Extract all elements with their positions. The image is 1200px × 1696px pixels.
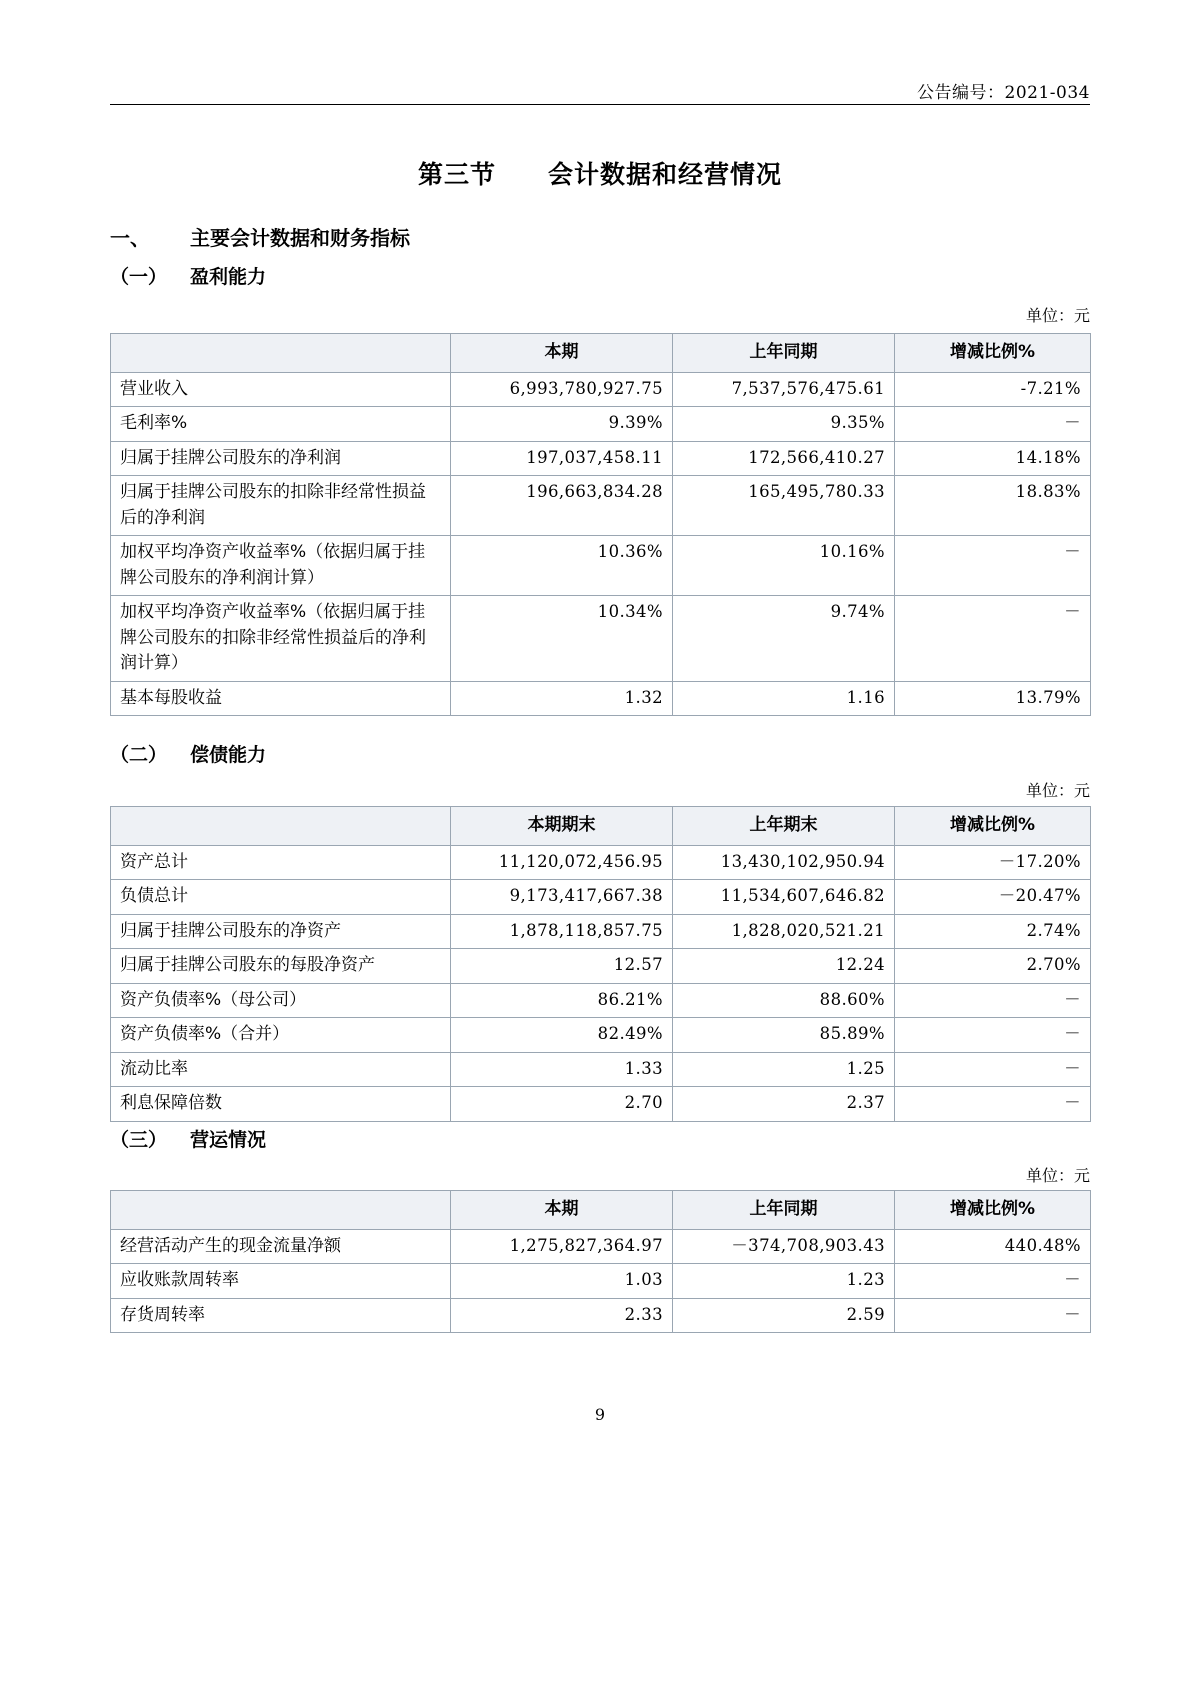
row-current: 6,993,780,927.75 [451,372,673,407]
row-current: 1,878,118,857.75 [451,914,673,949]
row-current: 82.49% [451,1018,673,1053]
row-change: －20.47% [895,880,1091,915]
row-label: 毛利率% [111,407,451,442]
table-header-row [111,334,1091,373]
row-current: 12.57 [451,949,673,984]
column-header-previous: 上年期末 [673,807,895,846]
table-row [111,1052,1091,1087]
section-1-number: 一、 [110,226,150,250]
row-label: 负债总计 [111,880,451,915]
row-previous: 2.37 [673,1087,895,1122]
row-label: 应收账款周转率 [111,1264,451,1299]
subsection-1-label: 盈利能力 [190,266,267,288]
row-label: 归属于挂牌公司股东的净资产 [111,914,451,949]
row-previous: 11,534,607,646.82 [673,880,895,915]
table-row [111,441,1091,476]
unit-note-1: 单位：元 [1025,306,1090,325]
row-current: 196,663,834.28 [451,476,673,536]
row-label: 流动比率 [111,1052,451,1087]
table-row [111,1298,1091,1333]
row-current: 9,173,417,667.38 [451,880,673,915]
row-label: 资产负债率%（合并） [111,1018,451,1053]
row-label: 资产负债率%（母公司） [111,983,451,1018]
row-change: － [895,536,1091,596]
unit-note-2: 单位：元 [1025,781,1090,800]
subsection-3-number: （三） [110,1129,168,1151]
row-change: 14.18% [895,441,1091,476]
unit-note-3: 单位：元 [1025,1166,1090,1185]
row-previous: 10.16% [673,536,895,596]
table-row [111,1264,1091,1299]
row-label: 归属于挂牌公司股东的净利润 [111,441,451,476]
subsection-heading-3 [110,1125,266,1152]
row-change: － [895,1298,1091,1333]
row-change: 2.74% [895,914,1091,949]
row-previous: 1,828,020,521.21 [673,914,895,949]
column-header-change: 增减比例% [895,334,1091,373]
row-label: 经营活动产生的现金流量净额 [111,1229,451,1264]
row-previous: 13,430,102,950.94 [673,845,895,880]
row-change: － [895,407,1091,442]
row-previous: 1.23 [673,1264,895,1299]
table-row [111,845,1091,880]
section-heading-1 [110,222,410,251]
row-change: -7.21% [895,372,1091,407]
row-label: 加权平均净资产收益率%（依据归属于挂牌公司股东的扣除非经常性损益后的净利润计算） [111,596,451,682]
row-current: 10.36% [451,536,673,596]
row-current: 10.34% [451,596,673,682]
row-current: 1.03 [451,1264,673,1299]
column-header-label [111,807,451,846]
row-previous: 9.74% [673,596,895,682]
row-current: 2.70 [451,1087,673,1122]
header-divider [110,104,1090,105]
row-previous: 88.60% [673,983,895,1018]
row-previous: 1.16 [673,681,895,716]
table-row [111,880,1091,915]
row-change: 18.83% [895,476,1091,536]
row-label: 资产总计 [111,845,451,880]
page-header-notice-number: 公告编号：2021-034 [917,83,1090,103]
row-label: 基本每股收益 [111,681,451,716]
table-row [111,1018,1091,1053]
column-header-current: 本期 [451,1191,673,1230]
table-row [111,681,1091,716]
row-previous: 172,566,410.27 [673,441,895,476]
column-header-label [111,334,451,373]
row-label: 利息保障倍数 [111,1087,451,1122]
table-row [111,372,1091,407]
column-header-current: 本期期末 [451,807,673,846]
table-row [111,1229,1091,1264]
row-change: － [895,1264,1091,1299]
subsection-heading-1 [110,262,266,289]
row-previous: 7,537,576,475.61 [673,372,895,407]
column-header-change: 增减比例% [895,1191,1091,1230]
row-change: － [895,1018,1091,1053]
row-label: 归属于挂牌公司股东的每股净资产 [111,949,451,984]
subsection-2-label: 偿债能力 [190,744,267,766]
table-row [111,983,1091,1018]
table-profitability [110,333,1091,716]
table-row [111,407,1091,442]
table-row [111,596,1091,682]
column-header-previous: 上年同期 [673,1191,895,1230]
table-header-row [111,807,1091,846]
row-label: 归属于挂牌公司股东的扣除非经常性损益后的净利润 [111,476,451,536]
row-change: －17.20% [895,845,1091,880]
column-header-previous: 上年同期 [673,334,895,373]
section-1-label: 主要会计数据和财务指标 [190,226,410,250]
row-previous: 12.24 [673,949,895,984]
row-previous: 1.25 [673,1052,895,1087]
table-row [111,1087,1091,1122]
subsection-heading-2 [110,740,266,767]
row-change: 2.70% [895,949,1091,984]
row-change: － [895,983,1091,1018]
row-current: 1.33 [451,1052,673,1087]
row-previous: 9.35% [673,407,895,442]
row-current: 9.39% [451,407,673,442]
subsection-1-number: （一） [110,266,168,288]
table-row [111,476,1091,536]
column-header-label [111,1191,451,1230]
row-current: 1,275,827,364.97 [451,1229,673,1264]
row-change: － [895,596,1091,682]
table-header-row [111,1191,1091,1230]
subsection-2-number: （二） [110,744,168,766]
page-title: 第三节 会计数据和经营情况 [417,160,782,189]
row-current: 2.33 [451,1298,673,1333]
row-previous: 165,495,780.33 [673,476,895,536]
table-row [111,536,1091,596]
row-current: 11,120,072,456.95 [451,845,673,880]
row-previous: －374,708,903.43 [673,1229,895,1264]
table-operations [110,1190,1091,1333]
row-change: 440.48% [895,1229,1091,1264]
row-label: 加权平均净资产收益率%（依据归属于挂牌公司股东的净利润计算） [111,536,451,596]
row-change: 13.79% [895,681,1091,716]
row-previous: 2.59 [673,1298,895,1333]
row-current: 197,037,458.11 [451,441,673,476]
row-current: 86.21% [451,983,673,1018]
table-row [111,949,1091,984]
row-previous: 85.89% [673,1018,895,1053]
table-solvency [110,806,1091,1122]
row-label: 营业收入 [111,372,451,407]
page-number: 9 [594,1405,606,1424]
subsection-3-label: 营运情况 [190,1129,267,1151]
column-header-change: 增减比例% [895,807,1091,846]
row-current: 1.32 [451,681,673,716]
row-change: － [895,1087,1091,1122]
table-row [111,914,1091,949]
row-change: － [895,1052,1091,1087]
column-header-current: 本期 [451,334,673,373]
row-label: 存货周转率 [111,1298,451,1333]
